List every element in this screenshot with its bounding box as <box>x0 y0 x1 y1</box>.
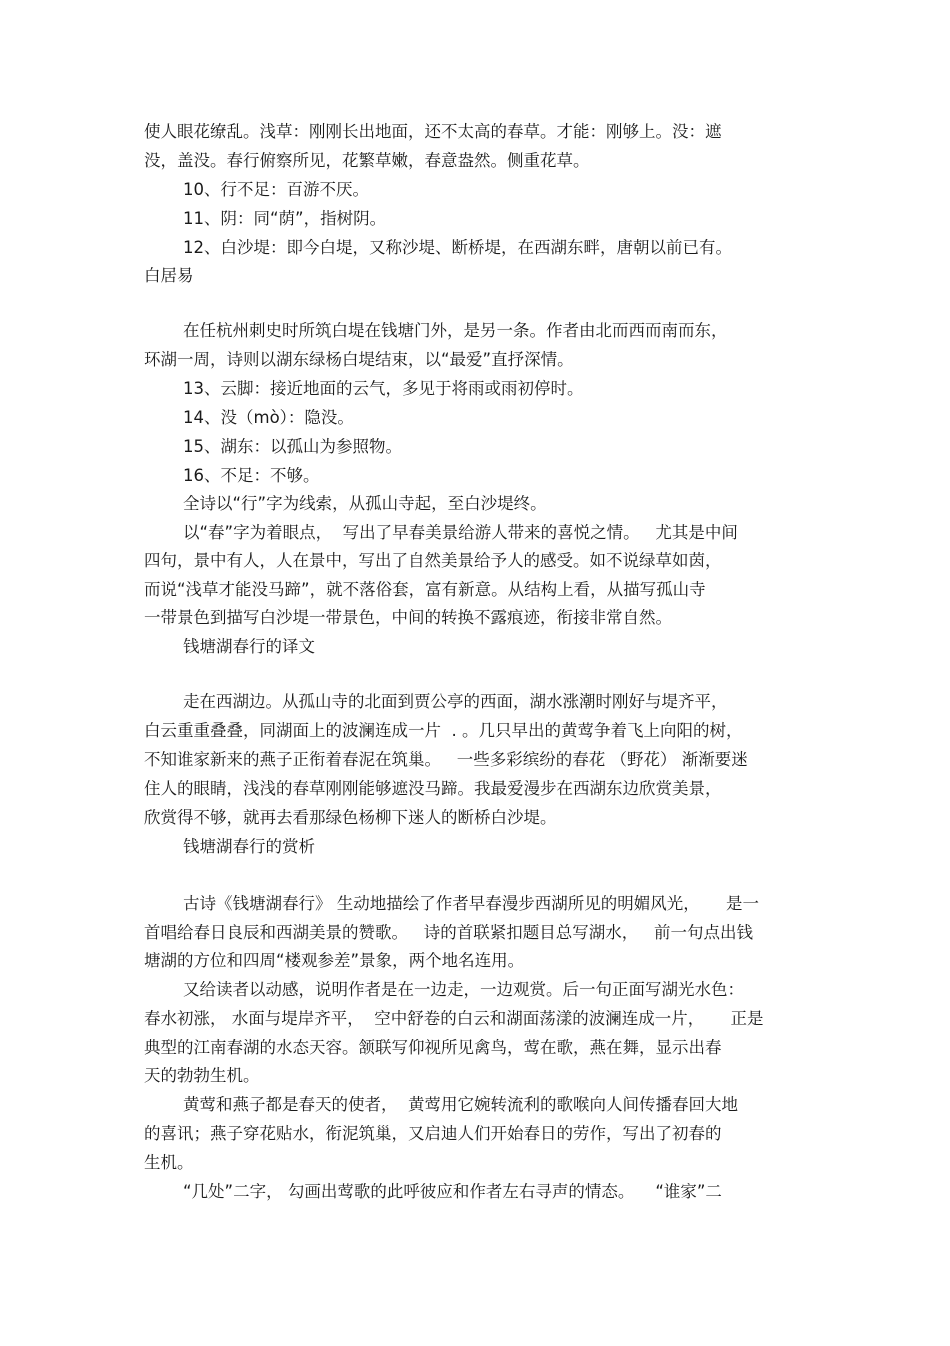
text-line: 不知谁家新来的燕子正衔着春泥在筑巢。 一些多彩缤纷的春花 （野花） 渐渐要迷 <box>144 750 748 769</box>
section-heading: 钱塘湖春行的赏析 <box>183 837 315 856</box>
text-line: 使人眼花缭乱。浅草：刚刚长出地面，还不太高的春草。才能：刚够上。没：遮 <box>144 122 722 141</box>
text-line: 而说“浅草才能没马蹄”，就不落俗套，富有新意。从结构上看，从描写孤山寺 <box>144 580 706 599</box>
text-line: 15、湖东：以孤山为参照物。 <box>183 437 402 456</box>
text-line: 又给读者以动感，说明作者是在一边走，一边观赏。后一句正面写湖光水色： <box>183 980 744 999</box>
text-line: 春水初涨， 水面与堤岸齐平， 空中舒卷的白云和湖面荡漾的波澜连成一片， 正是 <box>144 1009 764 1028</box>
text-line: 10、行不足：百游不厌。 <box>183 180 369 199</box>
text-line: 一带景色到描写白沙堤一带景色，中间的转换不露痕迹，衔接非常自然。 <box>144 608 672 627</box>
text-line: “几处”二字， 勾画出莺歌的此呼彼应和作者左右寻声的情态。 “谁家”二 <box>183 1182 722 1201</box>
text-line: 14、没（mò）：隐没。 <box>183 408 354 427</box>
text-line: 典型的江南春湖的水态天容。颔联写仰视所见禽鸟，莺在歌，燕在舞，显示出春 <box>144 1038 722 1057</box>
text-line: 首唱给春日良辰和西湖美景的赞歌。 诗的首联紧扣题目总写湖水， 前一句点出钱 <box>144 923 753 942</box>
text-line: 塘湖的方位和四周“楼观参差”景象，两个地名连用。 <box>144 951 525 970</box>
text-line: 以“春”字为着眼点， 写出了早春美景给游人带来的喜悦之情。 尤其是中间 <box>183 523 738 542</box>
text-line: 11、阴：同“荫”，指树阴。 <box>183 209 387 228</box>
text-line: 四句，景中有人，人在景中，写出了自然美景给予人的感受。如不说绿草如茵， <box>144 551 722 570</box>
text-line: 的喜讯；燕子穿花贴水，衔泥筑巢，又启迪人们开始春日的劳作，写出了初春的 <box>144 1124 722 1143</box>
text-line: 全诗以“行”字为线索，从孤山寺起，至白沙堤终。 <box>183 494 547 513</box>
text-line: 天的勃勃生机。 <box>144 1066 260 1085</box>
text-line: 走在西湖边。从孤山寺的北面到贾公亭的西面，湖水涨潮时刚好与堤齐平， <box>183 692 728 711</box>
text-line: 没，盖没。春行俯察所见，花繁草嫩，春意盎然。侧重花草。 <box>144 151 590 170</box>
text-line: 生机。 <box>144 1153 194 1172</box>
text-line: 古诗《钱塘湖春行》 生动地描绘了作者早春漫步西湖所见的明媚风光， 是一 <box>183 894 759 913</box>
text-line: 环湖一周，诗则以湖东绿杨白堤结束，以“最爱”直抒深情。 <box>144 350 574 369</box>
text-line: 16、不足：不够。 <box>183 466 320 485</box>
text-line: 住人的眼睛，浅浅的春草刚刚能够遮没马蹄。我最爱漫步在西湖东边欣赏美景， <box>144 779 722 798</box>
section-heading: 钱塘湖春行的译文 <box>183 637 315 656</box>
text-line: 白云重重叠叠，同湖面上的波澜连成一片 . 。几只早出的黄莺争着飞上向阳的树， <box>144 721 743 740</box>
text-line: 白居易 <box>144 266 194 285</box>
text-line: 黄莺和燕子都是春天的使者， 黄莺用它婉转流利的歌喉向人间传播春回大地 <box>183 1095 738 1114</box>
text-line: 欣赏得不够，就再去看那绿色杨柳下迷人的断桥白沙堤。 <box>144 808 557 827</box>
text-line: 13、云脚：接近地面的云气，多见于将雨或雨初停时。 <box>183 379 584 398</box>
text-line: 12、白沙堤：即今白堤，又称沙堤、断桥堤，在西湖东畔，唐朝以前已有。 <box>183 238 732 257</box>
text-line: 在任杭州刺史时所筑白堤在钱塘门外，是另一条。作者由北而西而南而东， <box>183 321 728 340</box>
